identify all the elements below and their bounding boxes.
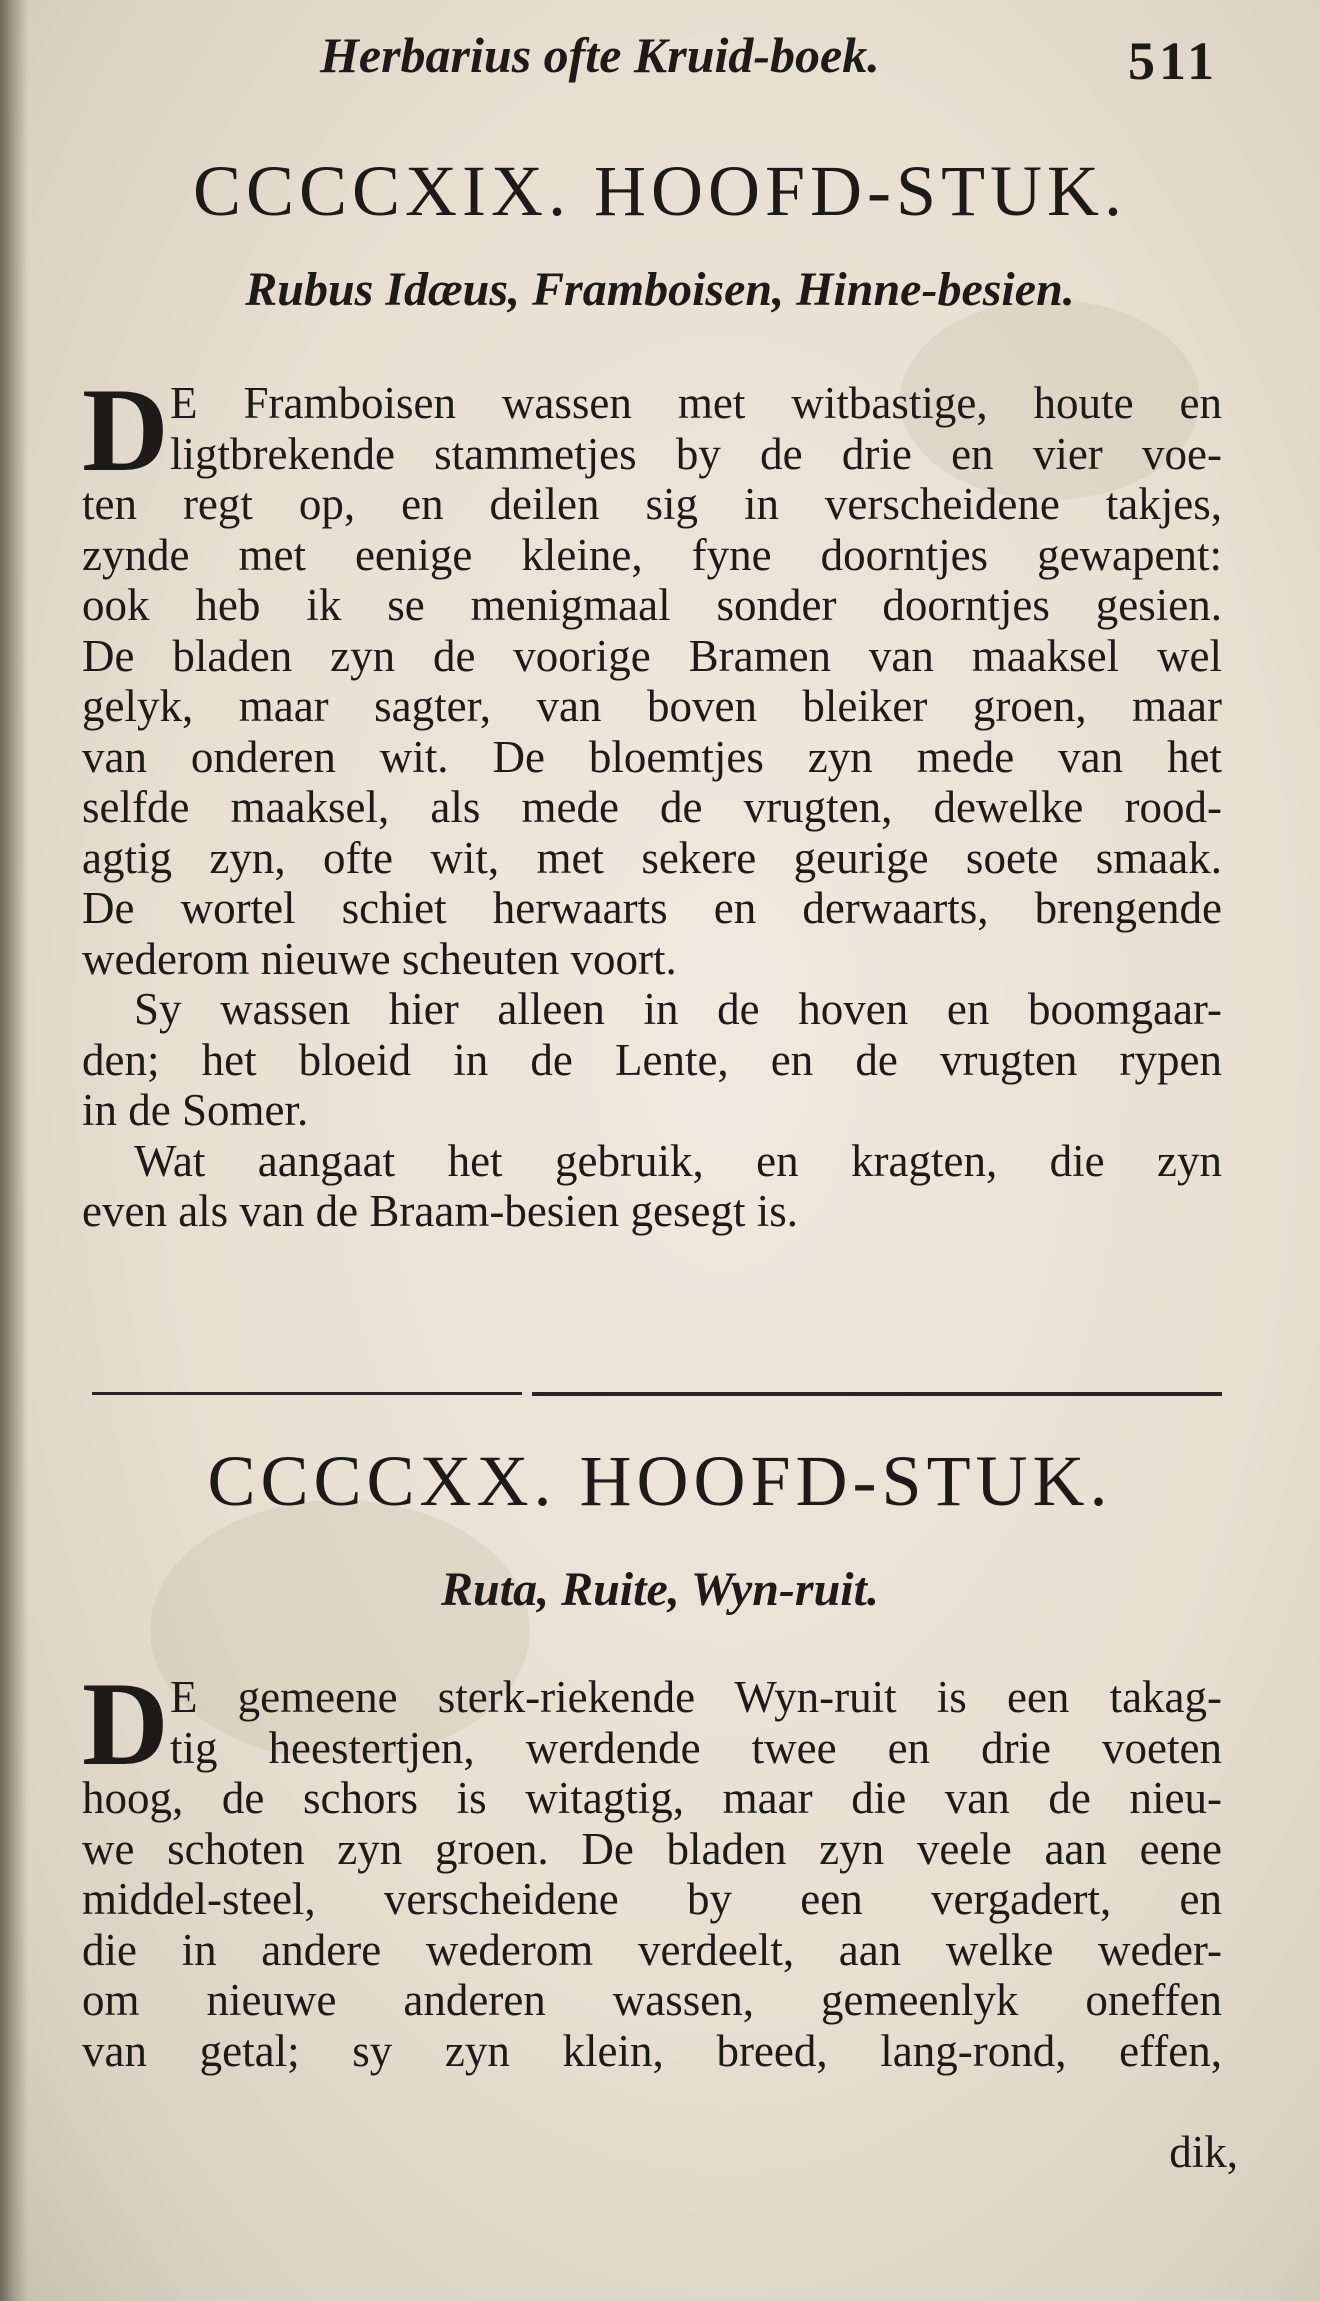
catchword: dik, xyxy=(1169,2127,1238,2177)
divider-segment xyxy=(92,1392,522,1395)
text-line: den; het bloeid in de Lente, en de vrugten rypen xyxy=(82,1034,1222,1085)
text-line: De wortel schiet herwaarts en derwaarts, brengende xyxy=(82,883,1222,933)
chapter-subtitle: Rubus Idæus, Framboisen, Hinne-besien. xyxy=(245,263,1075,316)
page-number: 511 xyxy=(1128,31,1219,91)
text-line: van getal; sy zyn klein, breed, lang-rond, effen, xyxy=(82,2025,1222,2076)
text-line: die in andere wederom verdeelt, aan welke weder- xyxy=(82,1924,1222,1975)
text-line: wederom nieuwe scheuten voort. xyxy=(82,933,677,984)
text-line: Sy wassen hier alleen in de hoven en boomgaar- xyxy=(134,984,1222,1034)
text-line: gelyk, maar sagter, van boven bleiker groen, maar xyxy=(82,681,1222,731)
text-line: selfde maaksel, als mede de vrugten, dewelke rood- xyxy=(82,782,1222,832)
drop-cap: D xyxy=(82,363,169,496)
text-line: E Framboisen wassen met witbastige, houte en xyxy=(170,378,1222,428)
text-line: ligtbrekende stammetjes by de drie en vier voe- xyxy=(170,428,1222,479)
text-line: Wat aangaat het gebruik, en kragten, die zyn xyxy=(134,1135,1222,1186)
text-line: tig heestertjen, werdende twee en drie voeten xyxy=(170,1722,1222,1773)
text-line: om nieuwe anderen wassen, gemeenlyk oneffen xyxy=(82,1975,1222,2025)
chapter-subtitle: Ruta, Ruite, Wyn-ruit. xyxy=(441,1563,879,1616)
chapter-body xyxy=(82,1657,1222,2076)
text-line: ook heb ik se menigmaal sonder doorntjes gesien. xyxy=(82,580,1222,630)
text-line: we schoten zyn groen. De bladen zyn veele aan eene xyxy=(82,1823,1222,1874)
text-line: De bladen zyn de voorige Bramen van maaksel wel xyxy=(82,630,1222,681)
running-head-title: Herbarius ofte Kruid-boek. xyxy=(320,27,880,83)
chapter-heading: CCCCXIX. HOOFD-STUK. xyxy=(192,151,1128,231)
drop-cap: D xyxy=(82,1657,169,1790)
text-line: zynde met eenige kleine, fyne doorntjes gewapent: xyxy=(82,529,1222,580)
running-head xyxy=(0,20,1320,90)
section-divider xyxy=(92,1392,1222,1400)
text-line: agtig zyn, ofte wit, met sekere geurige soete smaak. xyxy=(82,832,1222,883)
text-line: hoog, de schors is witagtig, maar die van de nieu- xyxy=(82,1773,1222,1823)
text-line: van onderen wit. De bloemtjes zyn mede van het xyxy=(82,731,1222,782)
text-line: E gemeene sterk-riekende Wyn-ruit is een takag- xyxy=(170,1672,1222,1722)
chapter-body xyxy=(82,363,1222,1237)
text-line: in de Somer. xyxy=(82,1085,309,1135)
chapter-heading: CCCCXX. HOOFD-STUK. xyxy=(207,1441,1113,1521)
text-line: ten regt op, en deilen sig in verscheidene takjes, xyxy=(82,479,1222,529)
gutter-shadow xyxy=(0,0,28,2301)
text-line: even als van de Braam-besien gesegt is. xyxy=(82,1186,799,1236)
divider-segment xyxy=(532,1392,1222,1396)
text-line: middel-steel, verscheidene by een vergadert, en xyxy=(82,1874,1222,1924)
